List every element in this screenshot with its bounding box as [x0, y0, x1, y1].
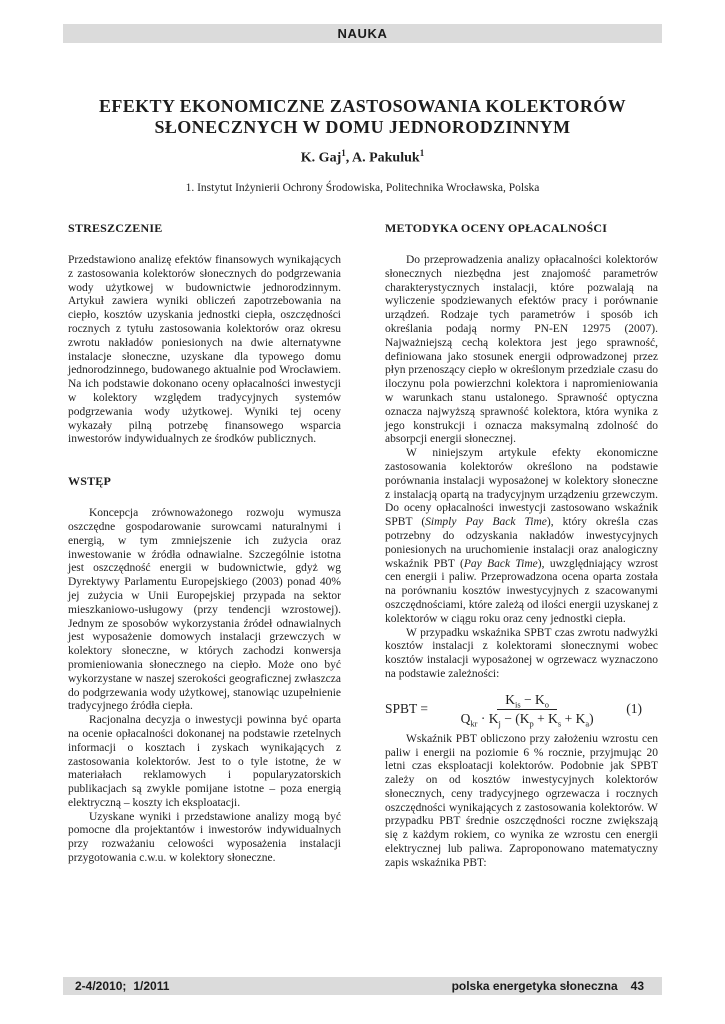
operator-plus: + — [561, 710, 576, 726]
symbol-K: K — [548, 710, 558, 726]
heading-wstep: WSTĘP — [68, 474, 112, 489]
footer-journal-name: polska energetyka słoneczna — [451, 979, 618, 993]
author-2: A. Pakuluk — [351, 150, 420, 166]
subscript-a: a — [585, 718, 590, 729]
symbol-K: K — [535, 691, 545, 707]
subscript-o: o — [544, 699, 550, 710]
intro-paragraph-1: Koncepcja zrównoważonego rozwoju wymusza oszczędne gospodarowanie surowcami naturalnymi i energią, w tym zmniejszenie ich zużycia oraz inwestowanie w źródła odnawialne. Szczególnie istotna jest oszczędność energii w budownictwie, gdyż wg Dyrektywy Parlamentu Europejskiego (2003) ponad 40% jej zużycia w Unii Europejskiej przypada na sektor mieszkaniowo-usługowy (przy tendencji wzrostowej). Jednym ze sposobów wykorzystania źródeł odnawialnych jest wyposażenie domowych instalacji grzewczych w kolektory słoneczne, w których zachodzi konwersja promieniowania słonecznego na ciepło. Może ono być wykorzystane w naszej szerokości geograficznej zwłaszcza do podgrzewania wody użytkowej, stanowiąc uzupełnienie tradycyjnego źródła ciepła. — [68, 507, 341, 713]
article-title-line1: EFEKTY EKONOMICZNE ZASTOSOWANIA KOLEKTORÓW — [98, 96, 627, 116]
footer-journal — [452, 979, 644, 993]
left-column — [68, 221, 341, 871]
equation-denominator — [461, 710, 594, 727]
paren-close: ) — [589, 710, 594, 726]
right-column — [385, 221, 658, 871]
title-block — [63, 96, 662, 194]
author-1-affiliation-mark: 1 — [341, 148, 346, 158]
symbol-K: K — [488, 710, 499, 726]
authors-separator: , — [345, 150, 352, 166]
methods-p2-italic-2: Pay Back Time — [463, 557, 538, 570]
author-1: K. Gaj — [300, 150, 342, 166]
footer-issue-part1: 2-4/2010; — [75, 979, 127, 993]
authors-line — [63, 148, 662, 167]
methods-p2-text-1: W niniejszym artykule efekty ekonomiczne zastosowania kolektorów określono na podstawie porównania instalacji wyposażonej w kolektory słoneczne z instalacją opartą na tradycyjnym urządzeniu grzewczym. Do oceny opłacalności inwestycji zastosowano wskaźnik SPBT ( — [385, 447, 658, 529]
abstract-paragraph: Przedstawiono analizę efektów finansowych wynikających z zastosowania kolektorów słonecznych do podgrzewania wody użytkowej w budownictwie jednorodzinnym. Artykuł zawiera wyniki obliczeń zapotrzebowania na ciepło, kosztów uzyskania jednostki ciepła, oszczędności rocznych z tytułu zastosowania kolektorów oraz okresu zwrotu nakładów poniesionych na dwie alternatywne instalacje słoneczne, uzyskane dla typowego domu jednorodzinnego, budowanego aktualnie pod Wrocławiem. Na ich podstawie dokonano oceny opłacalności inwestycji w kolektory względem tradycyjnych systemów podgrzewania wody użytkowej. Wyniki tej oceny wykazały pilną potrzebę finansowego wsparcia inwestorów indywidualnych ze środków publicznych. — [68, 254, 341, 446]
subscript-p: p — [529, 718, 534, 729]
footer-page-number: 43 — [630, 979, 644, 993]
section-header-bar — [63, 24, 662, 43]
methods-paragraph-3: W przypadku wskaźnika SPBT czas zwrotu nadwyżki kosztów instalacji z kolektorami słonecznymi wobec kosztów instalacji wyposażonej w ogrzewacz wyznaczono na podstawie zależności: — [385, 626, 658, 680]
subscript-j: j — [498, 718, 501, 729]
symbol-K: K — [519, 710, 530, 726]
symbol-Q: Q — [460, 710, 471, 726]
symbol-K: K — [575, 710, 586, 726]
subscript-s: s — [557, 718, 562, 729]
heading-streszczenie: STRESZCZENIE — [68, 221, 163, 235]
author-2-affiliation-mark: 1 — [419, 148, 425, 158]
article-title — [63, 96, 662, 138]
operator-minus: − — [520, 691, 536, 707]
article-title-line2: SŁONECZNYCH W DOMU JEDNORODZINNYM — [154, 117, 571, 137]
footer-bar — [63, 977, 662, 995]
subscript-kr: kr — [470, 718, 478, 729]
subscript-is: is — [514, 699, 521, 710]
symbol-K: K — [505, 691, 515, 707]
methods-paragraph-2 — [385, 447, 658, 626]
equation-fraction — [461, 692, 594, 727]
equation-number: (1) — [626, 701, 642, 717]
footer-issue — [75, 979, 169, 993]
two-column-body — [68, 221, 658, 871]
methods-paragraph-1: Do przeprowadzenia analizy opłacalności kolektorów słonecznych niezbędna jest znajomość parametrów charakterystycznych instalacji, które pozwalają na wyliczenie spodziewanych efektów pracy i porównanie urządzeń. Rodzaje tych parametrów i sposób ich określania podają normy PN-EN 12975 (2007). Najważniejszą cechą kolektora jest jego sprawność, definiowana jako stosunek energii odprowadzonej przez płyn przenoszący ciepło w określonym przedziale czasu do iloczynu pola powierzchni kolektora i napromieniowania w warunkach stanu ustalonego. Sprawność optyczna oznacza najwyższą sprawność kolektora, która wynika z jego konstrukcji i oznacza maksymalną zdolność do absorpcji energii słonecznej. — [385, 254, 658, 446]
methods-p2-text-2: ), który określa czas potrzebny do odzyskania nakładów inwestycyjnych poniesionych na uruchomienie instalacji oraz analogiczny wskaźnik PBT ( — [385, 516, 659, 570]
operator-dot: · — [477, 710, 489, 726]
section-header-label: NAUKA — [337, 26, 388, 41]
methods-p2-italic-1: Simply Pay Back Time — [425, 516, 547, 529]
equation-lhs: SPBT = — [385, 701, 429, 717]
operator-plus: + — [533, 710, 549, 726]
heading-metodyka: METODYKA OCENY OPŁACALNOŚCI — [385, 221, 608, 235]
methods-paragraph-4: Wskaźnik PBT obliczono przy założeniu wzrostu cen paliw i energii na poziomie 6 % rocznie, przyjmując 20 letni czas eksploatacji kolektorów. Podobnie jak SPBT zależy on od kosztów inwestycyjnych kolektorów słonecznych, ceny tradycyjnego ogrzewacza i rocznych oszczędności wynikających z zastosowania kolektorów. W przypadku PBT średnie oszczędności roczne zwiększają się z każdym rokiem, co wynika ze wzrostu cen energii elektrycznej lub paliwa. Zaproponowano matematyczny zapis wskaźnika PBT: — [385, 732, 658, 869]
operator-minus-paren: − ( — [500, 710, 520, 726]
equation-spbt — [385, 692, 658, 727]
affiliation-line: 1. Instytut Inżynierii Ochrony Środowiska, Politechnika Wrocławska, Polska — [185, 181, 540, 194]
intro-paragraph-3: Uzyskane wyniki i przedstawione analizy mogą być pomocne dla projektantów i inwestorów indywidualnych przy rozważaniu celowości wyposażenia instalacji przygotowania c.w.u. w kolektory słoneczne. — [68, 810, 341, 865]
equation-numerator — [497, 692, 557, 710]
footer-issue-part2: 1/2011 — [133, 979, 170, 993]
intro-paragraph-2: Racjonalna decyzja o inwestycji powinna być oparta na ocenie opłacalności dokonanej na podstawie rzetelnych informacji o kosztach i zyskach wynikających z zastosowania kolektorów. Jest to o tyle istotne, że w materiałach reklamowych i popularyzatorskich publikacjach są zwykle pomijane istotne – poza energią elektryczną – koszty ich eksploatacji. — [68, 714, 341, 809]
methods-p2-text-3: ), uwzględniający wzrost cen energii i paliw. Przeprowadzona ocena oparta została na porównaniu kosztów inwestycyjnych z szacowanymi oszczędnościami, które zależą od ilości energii uzyskanej z kolektorów w ciągu roku oraz ceny jednostki ciepła. — [385, 557, 658, 625]
